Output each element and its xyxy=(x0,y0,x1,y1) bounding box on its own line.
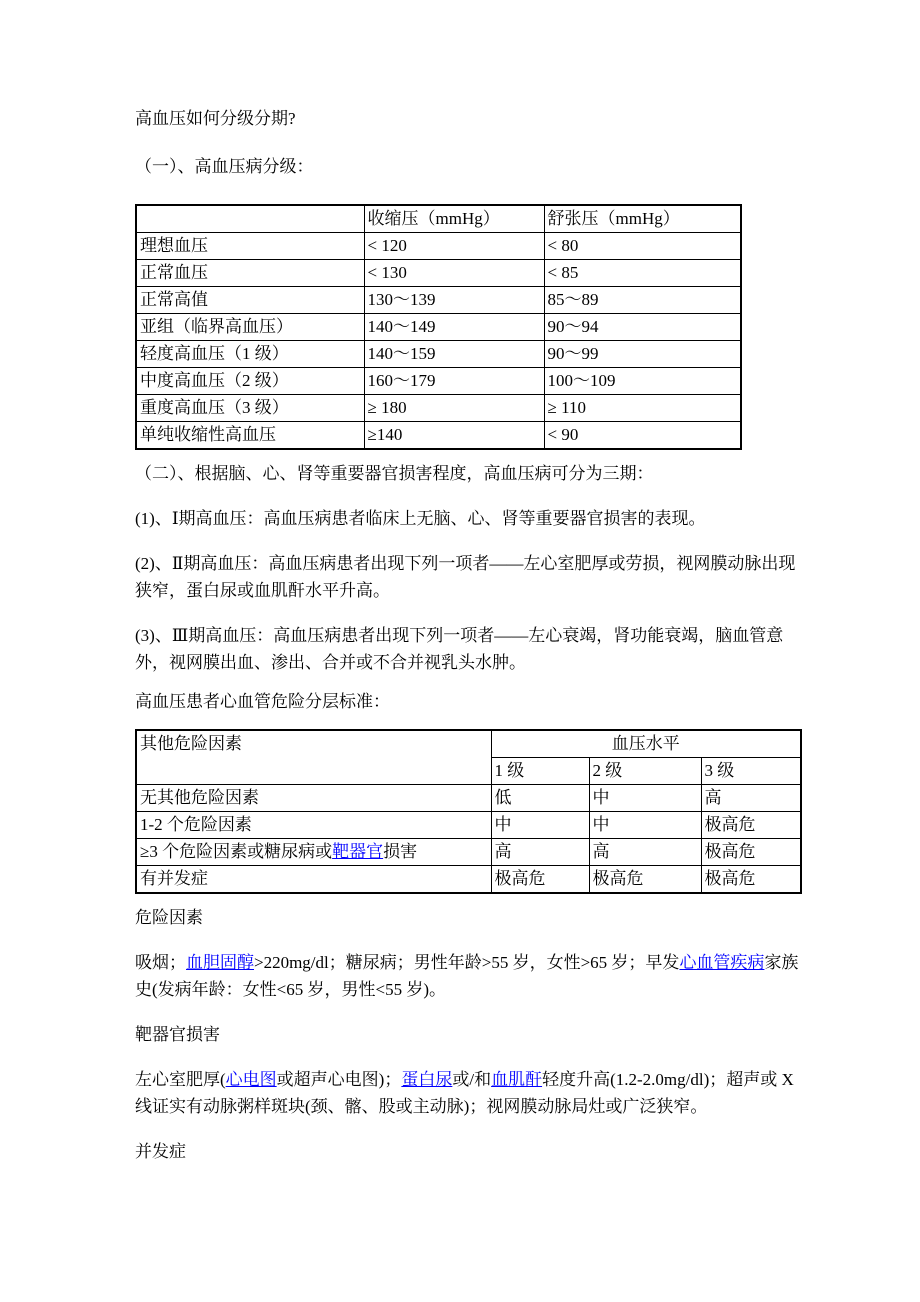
table-cell: 高 xyxy=(491,839,589,866)
risk-factors-heading: 危险因素 xyxy=(135,908,203,927)
cardiovascular-risk-table-body xyxy=(136,785,801,894)
table-header-row xyxy=(136,205,741,233)
table-cell: 正常高值 xyxy=(136,287,364,314)
text-segment: 或超声心电图)； xyxy=(276,1070,402,1089)
table-cell: 140～159 xyxy=(364,341,544,368)
table-header-cell: 3 级 xyxy=(701,758,801,785)
text-segment: ≥3 个危险因素或糖尿病或 xyxy=(140,842,333,861)
table-cell: 轻度高血压（1 级） xyxy=(136,341,364,368)
table-row xyxy=(136,341,741,368)
table-header-cell: 其他危险因素 xyxy=(136,730,491,785)
table-cell: 130～139 xyxy=(364,287,544,314)
table-cell: 正常血压 xyxy=(136,260,364,287)
stage1-paragraph: (1)、Ⅰ期高血压：高血压病患者临床上无脑、心、肾等重要器官损害的表现。 xyxy=(135,509,706,528)
table-cell: ≥ 180 xyxy=(364,395,544,422)
text-segment: 或/和 xyxy=(452,1070,492,1089)
target-organ-paragraph xyxy=(135,1066,800,1120)
risk-factors-paragraph xyxy=(135,949,800,1003)
table-cell: 极高危 xyxy=(701,812,801,839)
risk-table-heading: 高血压患者心血管危险分层标准： xyxy=(135,692,390,711)
table-cell: < 130 xyxy=(364,260,544,287)
inline-link[interactable]: 血肌酐 xyxy=(491,1070,543,1089)
stage3-paragraph: (3)、Ⅲ期高血压：高血压病患者出现下列一项者——左心衰竭，肾功能衰竭，脑血管意外，视网膜出血、渗出、合并或不合并视乳头水肿。 xyxy=(135,626,784,672)
table-cell: 低 xyxy=(491,785,589,812)
table-cell: < 80 xyxy=(544,233,741,260)
table-row xyxy=(136,287,741,314)
table-cell: 理想血压 xyxy=(136,233,364,260)
table-cell: 90～99 xyxy=(544,341,741,368)
table-row xyxy=(136,866,801,894)
section2-heading: （二）、根据脑、心、肾等重要器官损害程度，高血压病可分为三期： xyxy=(135,464,654,483)
section1-heading: （一）、高血压病分级： xyxy=(135,157,314,176)
text-segment: 吸烟； xyxy=(135,953,186,972)
inline-link[interactable]: 心电图 xyxy=(225,1070,277,1089)
bp-classification-table xyxy=(135,204,742,450)
table-cell: < 90 xyxy=(544,422,741,450)
table-row xyxy=(136,233,741,260)
table-cell: 极高危 xyxy=(701,866,801,894)
table-cell: 中 xyxy=(589,785,701,812)
table-cell: ≥140 xyxy=(364,422,544,450)
text-segment: 损害 xyxy=(383,842,418,861)
table-cell: 亚组（临界高血压） xyxy=(136,314,364,341)
table-row-label-cell xyxy=(136,839,491,866)
table-row xyxy=(136,314,741,341)
table-cell: 极高危 xyxy=(701,839,801,866)
table-cell: 100～109 xyxy=(544,368,741,395)
table-cell: 中 xyxy=(491,812,589,839)
cardiovascular-risk-table xyxy=(135,729,802,894)
inline-link[interactable]: 血胆固醇 xyxy=(186,953,254,972)
table-row xyxy=(136,395,741,422)
table-row xyxy=(136,812,801,839)
table-cell: < 85 xyxy=(544,260,741,287)
table-row xyxy=(136,839,801,866)
table-cell: 单纯收缩性高血压 xyxy=(136,422,364,450)
stage2-paragraph: (2)、Ⅱ期高血压：高血压病患者出现下列一项者——左心室肥厚或劳损，视网膜动脉出现狭窄，蛋白尿或血肌酐水平升高。 xyxy=(135,554,796,600)
table-cell: ≥ 110 xyxy=(544,395,741,422)
table-header-cell xyxy=(136,205,364,233)
table-cell: 重度高血压（3 级） xyxy=(136,395,364,422)
inline-link[interactable]: 蛋白尿 xyxy=(401,1070,453,1089)
table-cell: 中度高血压（2 级） xyxy=(136,368,364,395)
bp-classification-table-body xyxy=(136,233,741,450)
table-cell: 高 xyxy=(701,785,801,812)
table-row xyxy=(136,260,741,287)
table-row xyxy=(136,785,801,812)
text-segment: 无其他危险因素 xyxy=(140,788,259,807)
text-segment: 家族史(发病年龄：女性<65 岁，男性<55 岁)。 xyxy=(135,953,799,999)
table-cell: 140～149 xyxy=(364,314,544,341)
inline-link[interactable]: 靶器官 xyxy=(332,842,384,861)
table-cell: 中 xyxy=(589,812,701,839)
table-header-row xyxy=(136,730,801,758)
table-cell: < 120 xyxy=(364,233,544,260)
complications-heading: 并发症 xyxy=(135,1142,186,1161)
table-row xyxy=(136,368,741,395)
table-row xyxy=(136,422,741,450)
table-cell: 极高危 xyxy=(491,866,589,894)
inline-link[interactable]: 心血管疾病 xyxy=(679,953,765,972)
page-title: 高血压如何分级分期? xyxy=(135,109,296,128)
table-cell: 85～89 xyxy=(544,287,741,314)
table-header-cell: 舒张压（mmHg） xyxy=(544,205,741,233)
text-segment: 有并发症 xyxy=(140,869,208,888)
table-row-label-cell xyxy=(136,866,491,894)
table-header-cell: 2 级 xyxy=(589,758,701,785)
text-segment: 左心室肥厚( xyxy=(135,1070,226,1089)
table-header-cell: 收缩压（mmHg） xyxy=(364,205,544,233)
table-row-label-cell xyxy=(136,785,491,812)
text-segment: >220mg/dl；糖尿病；男性年龄>55 岁，女性>65 岁；早发 xyxy=(254,953,680,972)
table-cell: 高 xyxy=(589,839,701,866)
text-segment: 轻度升高(1.2-2.0mg/dl)；超声或 X 线证实有动脉粥样斑块(颈、髂、股或主动脉)；视网膜动脉局灶或广泛狭窄。 xyxy=(135,1070,794,1116)
table-cell: 90～94 xyxy=(544,314,741,341)
table-header-cell: 1 级 xyxy=(491,758,589,785)
table-row-label-cell xyxy=(136,812,491,839)
table-cell: 极高危 xyxy=(589,866,701,894)
target-organ-heading: 靶器官损害 xyxy=(135,1025,220,1044)
table-cell: 160～179 xyxy=(364,368,544,395)
text-segment: 1-2 个危险因素 xyxy=(140,815,252,834)
table-group-header-cell: 血压水平 xyxy=(491,730,801,758)
